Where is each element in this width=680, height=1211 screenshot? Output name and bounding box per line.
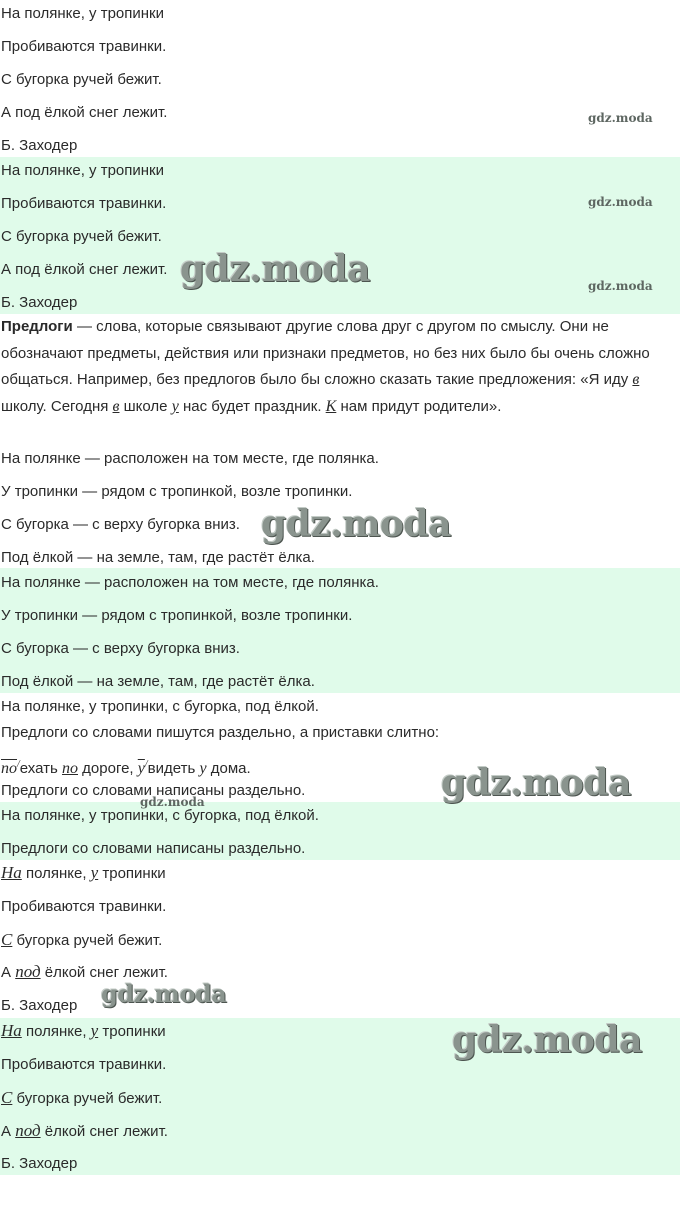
preposition-mark: под [15,962,41,981]
preposition-mark: у [171,397,179,415]
poem-line: На полянке, у тропинки [1,863,166,882]
rule-line: Предлоги со словами пишутся раздельно, а приставки слитно: [1,724,440,741]
definition-block [0,314,680,448]
poem-line: Пробиваются травинки. [1,1056,167,1073]
watermark-logo: gdz.moda [180,248,370,290]
preposition-mark: по [62,760,78,777]
poem-line: А под ёлкой снег лежит. [1,1121,168,1140]
preposition-mark: в [112,397,120,415]
poem-author: Б. Заходер [1,294,78,311]
preposition-mark: С [1,1088,13,1107]
meaning-block-2 [0,568,680,693]
meaning-line: С бугорка — с верху бугорка вниз. [1,516,240,533]
poem-line: С бугорка ручей бежит. [1,1088,163,1107]
poem-author: Б. Заходер [1,137,78,154]
meaning-line: Под ёлкой — на земле, там, где растёт ёлка. [1,549,315,566]
watermark-logo: gdz.moda [588,111,653,125]
poem-line: С бугорка ручей бежит. [1,228,162,245]
meaning-line: На полянке — расположен на том месте, где полянка. [1,450,379,467]
preposition-mark: у [199,760,207,777]
watermark-logo: gdz.moda [101,979,227,1008]
watermark-logo: gdz.moda [588,279,653,293]
meaning-line: У тропинки — рядом с тропинкой, возле тропинки. [1,483,353,500]
watermark-logo: gdz.moda [452,1019,642,1061]
preposition-mark: На [1,1021,22,1040]
poem-author: Б. Заходер [1,1155,78,1172]
meaning-line: У тропинки — рядом с тропинкой, возле тропинки. [1,607,353,624]
preposition-mark: у [90,863,99,882]
rule-line: Предлоги со словами написаны раздельно. [1,840,306,857]
poem-line: На полянке, у тропинки [1,1021,166,1040]
watermark-logo: gdz.moda [588,195,653,209]
meaning-line: Под ёлкой — на земле, там, где растёт ёлка. [1,673,315,690]
example-line: по/ехать по дороге, у/видеть у дома. [1,759,251,777]
poem-block-2 [0,157,680,314]
watermark-logo: gdz.moda [140,795,205,809]
poem-line: На полянке, у тропинки [1,162,164,179]
preposition-mark: под [15,1121,41,1140]
poem-line: С бугорка ручей бежит. [1,930,163,949]
poem-block-1 [0,0,680,157]
poem-line: А под ёлкой снег лежит. [1,261,168,278]
poem-line: А под ёлкой снег лежит. [1,962,168,981]
poem-line: На полянке, у тропинки [1,5,164,22]
rule-block-2 [0,802,680,860]
poem-line: Пробиваются травинки. [1,898,167,915]
poem-line: С бугорка ручей бежит. [1,71,162,88]
preposition-mark: в [632,371,640,389]
definition-paragraph: Предлоги — слова, которые связывают другие слова друг с другом по смыслу. Они не обозначают предметы, действия или признаки предметов, но без них было бы очень сложно общаться. Например, без предлогов было бы сложно сказать такие предложения: «Я иду в школу. Сегодня в школе у нас будет праздник. К нам придут родители». [1,318,650,415]
definition-term: Предлоги [1,318,73,335]
poem-line: Пробиваются травинки. [1,38,167,55]
watermark-logo: gdz.moda [261,503,451,545]
preposition-mark: С [1,930,13,949]
poem-line: Пробиваются травинки. [1,195,167,212]
phrase-line: На полянке, у тропинки, с бугорка, под ёлкой. [1,698,319,715]
prefix-mark: у [137,760,145,777]
phrase-line: На полянке, у тропинки, с бугорка, под ёлкой. [1,807,319,824]
preposition-mark: К [325,397,337,415]
preposition-mark: На [1,863,22,882]
preposition-mark: у [90,1021,99,1040]
meaning-line: На полянке — расположен на том месте, где полянка. [1,574,379,591]
prefix-mark: по [1,760,17,777]
poem-line: А под ёлкой снег лежит. [1,104,168,121]
meaning-line: С бугорка — с верху бугорка вниз. [1,640,240,657]
rule-line: Предлоги со словами написаны раздельно. [1,782,306,799]
watermark-logo: gdz.moda [441,762,631,804]
poem-author: Б. Заходер [1,997,78,1014]
